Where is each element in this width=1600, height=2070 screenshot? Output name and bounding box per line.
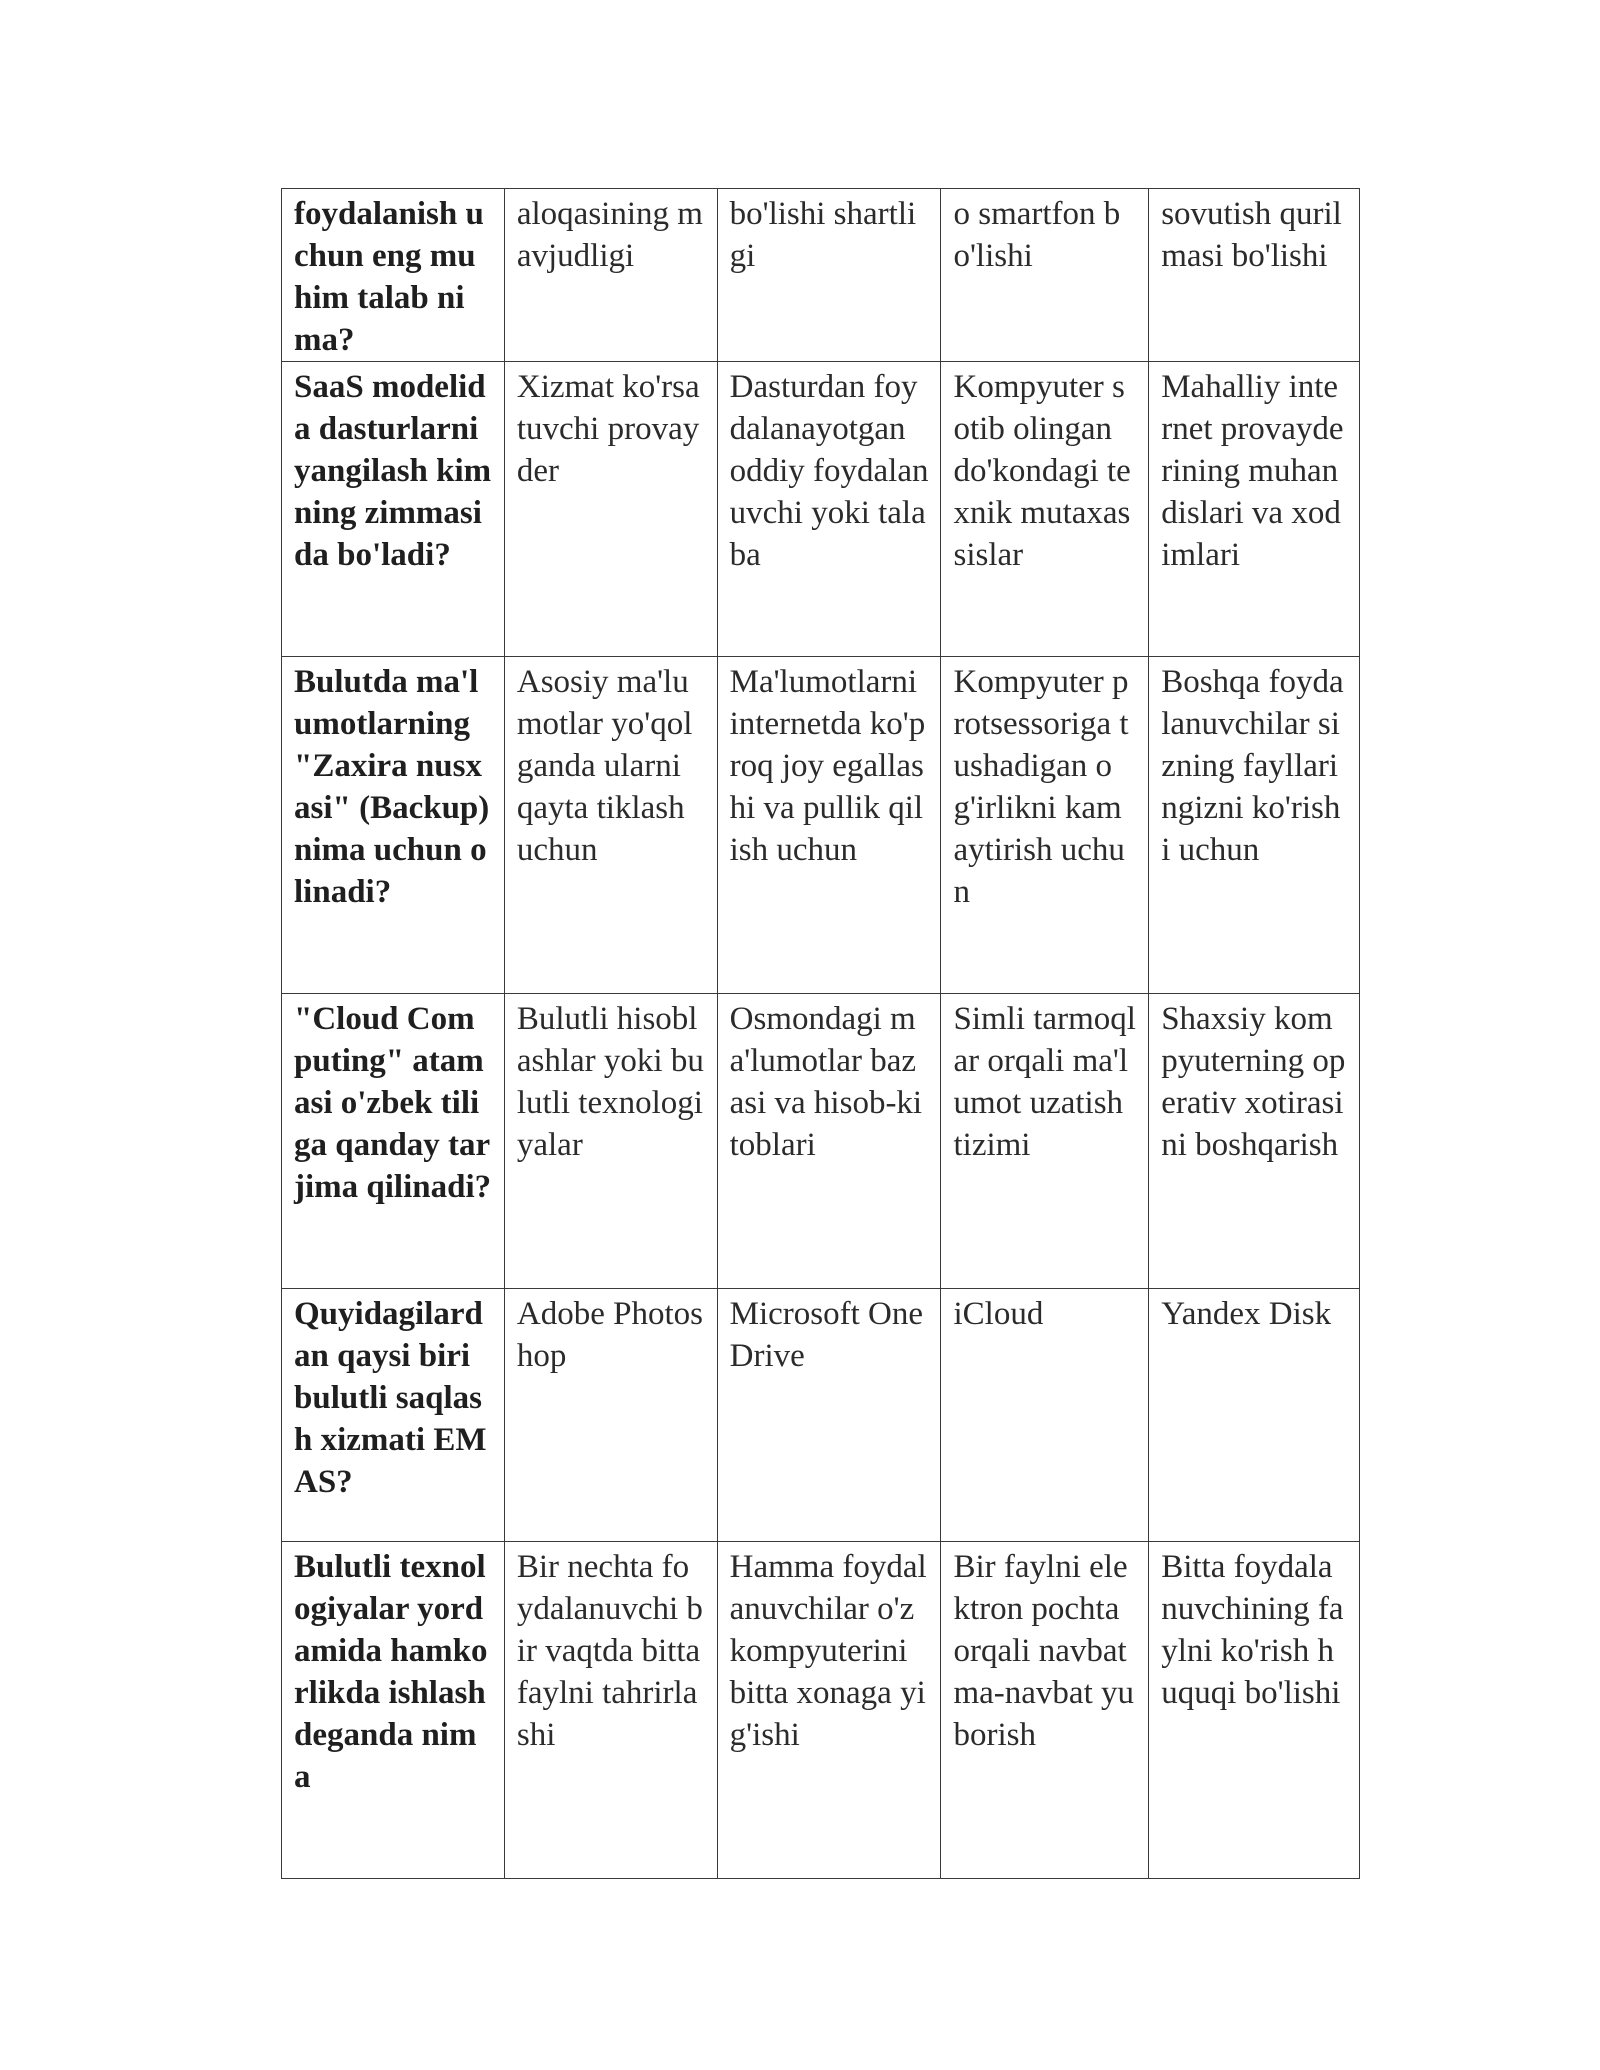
option-c-cell: Simli tarmoqlar orqali ma'lumot uzatish tizimi [941, 994, 1149, 1289]
option-d-cell: Bitta foydalanuvchining faylni ko'rish huquqi bo'lishi [1149, 1542, 1360, 1879]
option-a-cell: Adobe Photoshop [504, 1289, 717, 1542]
option-c-cell: iCloud [941, 1289, 1149, 1542]
option-b-cell: Osmondagi ma'lumotlar bazasi va hisob-kitoblari [717, 994, 941, 1289]
option-a-cell: Bir nechta foydalanuvchi bir vaqtda bitta faylni tahrirlashi [504, 1542, 717, 1879]
option-a-cell: aloqasining mavjudligi [504, 189, 717, 362]
question-cell: SaaS modelida dasturlarni yangilash kimning zimmasida bo'ladi? [282, 362, 505, 657]
option-a-cell: Asosiy ma'lumotlar yo'qolganda ularni qayta tiklash uchun [504, 657, 717, 994]
option-b-cell: Microsoft OneDrive [717, 1289, 941, 1542]
option-c-cell: Kompyuter sotib olingan do'kondagi texnik mutaxassislar [941, 362, 1149, 657]
question-cell: Quyidagilardan qaysi biri bulutli saqlash xizmati EMAS? [282, 1289, 505, 1542]
table-row [282, 362, 1360, 657]
table-row [282, 657, 1360, 994]
option-d-cell: Mahalliy internet provayderining muhandislari va xodimlari [1149, 362, 1360, 657]
option-d-cell: Boshqa foydalanuvchilar sizning fayllaringizni ko'rishi uchun [1149, 657, 1360, 994]
question-cell: "Cloud Computing" atamasi o'zbek tiliga qanday tarjima qilinadi? [282, 994, 505, 1289]
option-d-cell: Yandex Disk [1149, 1289, 1360, 1542]
quiz-table [281, 188, 1360, 1879]
option-d-cell: Shaxsiy kompyuterning operativ xotirasini boshqarish [1149, 994, 1360, 1289]
option-c-cell: Kompyuter protsessoriga tushadigan og'irlikni kamaytirish uchun [941, 657, 1149, 994]
option-a-cell: Bulutli hisoblashlar yoki bulutli texnologiyalar [504, 994, 717, 1289]
option-c-cell: o smartfon bo'lishi [941, 189, 1149, 362]
option-c-cell: Bir faylni elektron pochta orqali navbatma-navbat yuborish [941, 1542, 1149, 1879]
option-b-cell: bo'lishi shartligi [717, 189, 941, 362]
table-row [282, 1289, 1360, 1542]
question-cell: Bulutli texnologiyalar yordamida hamkorlikda ishlash deganda nima [282, 1542, 505, 1879]
option-b-cell: Hamma foydalanuvchilar o'z kompyuterini bitta xonaga yig'ishi [717, 1542, 941, 1879]
table-row [282, 1542, 1360, 1879]
question-cell: foydalanish uchun eng muhim talab nima? [282, 189, 505, 362]
option-b-cell: Dasturdan foydalanayotgan oddiy foydalanuvchi yoki talaba [717, 362, 941, 657]
option-b-cell: Ma'lumotlarni internetda ko'proq joy egallashi va pullik qilish uchun [717, 657, 941, 994]
table-row [282, 994, 1360, 1289]
question-cell: Bulutda ma'lumotlarning "Zaxira nusxasi" (Backup) nima uchun olinadi? [282, 657, 505, 994]
option-a-cell: Xizmat ko'rsatuvchi provayder [504, 362, 717, 657]
option-d-cell: sovutish qurilmasi bo'lishi [1149, 189, 1360, 362]
table-row [282, 189, 1360, 362]
